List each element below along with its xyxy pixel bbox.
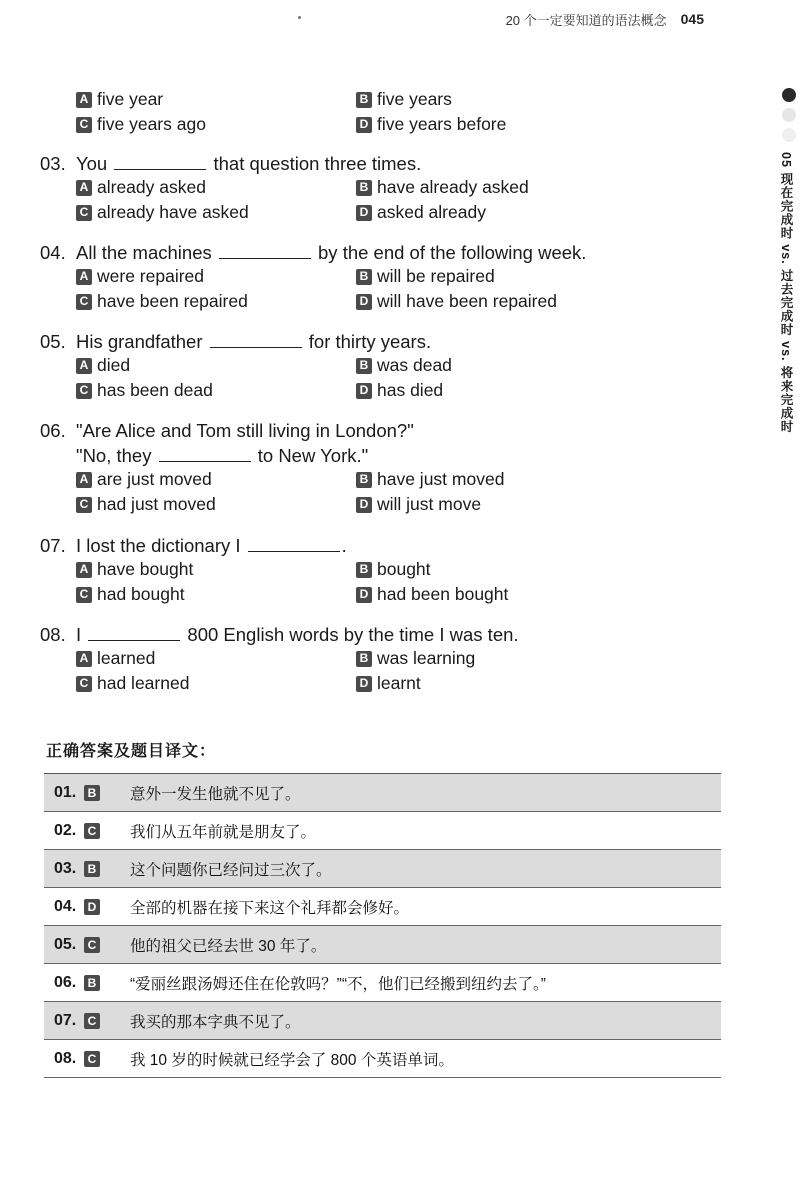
option-text: was dead <box>377 355 452 375</box>
option-c[interactable] <box>76 200 356 225</box>
chapter-label: 05 现在完成时 vs. 过去完成时 vs. 将来完成时 <box>779 152 793 434</box>
option-d[interactable] <box>356 200 656 225</box>
chapter-side-tab <box>778 88 800 434</box>
option-letter-badge: D <box>356 587 372 603</box>
answer-translation: 意外一发生他就不见了。 <box>130 785 301 803</box>
answer-translation: 这个问题你已经问过三次了。 <box>130 861 332 879</box>
question-stem: 04. All the machines by the end of the following week. <box>40 242 587 263</box>
option-text: are just moved <box>97 469 212 489</box>
option-c[interactable] <box>76 289 356 314</box>
answer-row: 08. C 我 10 岁的时候就已经学会了 800 个英语单词。 <box>44 1040 721 1078</box>
option-letter-badge: C <box>76 676 92 692</box>
question-stem: 03. You that question three times. <box>40 153 422 174</box>
option-letter-badge: C <box>76 205 92 221</box>
option-letter-badge: B <box>356 562 372 578</box>
option-text: had bought <box>97 584 185 604</box>
answer-blank <box>159 443 251 462</box>
option-letter-badge: D <box>356 383 372 399</box>
question-stem: 05. His grandfather for thirty years. <box>40 331 432 352</box>
answer-translation: “爱丽丝跟汤姆还住在伦敦吗？”“不，他们已经搬到纽约去了。” <box>130 975 546 993</box>
option-a[interactable] <box>76 87 356 112</box>
option-text: died <box>97 355 131 375</box>
option-text: five years ago <box>97 114 206 134</box>
option-letter-badge: D <box>356 497 372 513</box>
option-text: has died <box>377 380 444 400</box>
answer-row: 06. B “爱丽丝跟汤姆还住在伦敦吗？”“不，他们已经搬到纽约去了。” <box>44 964 721 1002</box>
answer-blank <box>210 329 302 348</box>
option-d[interactable] <box>356 671 656 696</box>
option-letter-badge: D <box>356 294 372 310</box>
answer-row: 02. C 我们从五年前就是朋友了。 <box>44 812 721 850</box>
option-letter-badge: B <box>356 358 372 374</box>
option-letter-badge: A <box>76 180 92 196</box>
page-number: 045 <box>680 11 704 27</box>
answer-blank <box>114 151 206 170</box>
option-c[interactable] <box>76 671 356 696</box>
option-c[interactable] <box>76 492 356 517</box>
option-text: have already asked <box>377 177 529 197</box>
question-stem: 08. I 800 English words by the time I was ten. <box>40 624 519 645</box>
question-07 <box>40 533 740 607</box>
option-letter-badge: B <box>356 92 372 108</box>
answer-letter-badge: D <box>84 899 100 915</box>
option-text: five year <box>97 89 164 109</box>
option-text: learnt <box>377 673 421 693</box>
option-letter-badge: A <box>76 269 92 285</box>
option-b[interactable] <box>356 557 656 582</box>
option-d[interactable] <box>356 582 656 607</box>
answer-row: 04. D 全部的机器在接下来这个礼拜都会修好。 <box>44 888 721 926</box>
scan-speck <box>298 16 301 19</box>
question-stem-line2: "No, they to New York." <box>76 445 369 466</box>
option-d[interactable] <box>356 492 656 517</box>
answer-row: 05. C 他的祖父已经去世 30 年了。 <box>44 926 721 964</box>
option-b[interactable] <box>356 646 656 671</box>
question-04 <box>40 240 740 314</box>
option-a[interactable] <box>76 264 356 289</box>
header-title: 20 个一定要知道的语法概念 <box>505 12 667 28</box>
answer-letter-badge: B <box>84 861 100 877</box>
option-a[interactable] <box>76 467 356 492</box>
option-d[interactable] <box>356 378 656 403</box>
option-b[interactable] <box>356 175 656 200</box>
option-d[interactable] <box>356 112 656 137</box>
question-05 <box>40 329 740 403</box>
answer-letter-badge: B <box>84 975 100 991</box>
option-letter-badge: A <box>76 92 92 108</box>
option-letter-badge: B <box>356 651 372 667</box>
option-c[interactable] <box>76 582 356 607</box>
option-c[interactable] <box>76 378 356 403</box>
option-text: had been bought <box>377 584 509 604</box>
option-text: bought <box>377 559 431 579</box>
option-text: asked already <box>377 202 486 222</box>
option-a[interactable] <box>76 353 356 378</box>
answer-row: 01. B 意外一发生他就不见了。 <box>44 774 721 812</box>
option-text: learned <box>97 648 156 668</box>
answer-translation: 我买的那本字典不见了。 <box>130 1013 301 1031</box>
option-letter-badge: B <box>356 180 372 196</box>
option-letter-badge: B <box>356 472 372 488</box>
option-text: already asked <box>97 177 206 197</box>
question-stem: 06. "Are Alice and Tom still living in London?" <box>40 420 414 441</box>
progress-dot-filled <box>782 88 796 102</box>
option-text: five years before <box>377 114 507 134</box>
answers-title: 正确答案及题目译文： <box>46 743 217 760</box>
option-a[interactable] <box>76 175 356 200</box>
option-letter-badge: D <box>356 676 372 692</box>
option-text: already have asked <box>97 202 249 222</box>
answer-translation: 我们从五年前就是朋友了。 <box>130 823 317 841</box>
option-text: have just moved <box>377 469 505 489</box>
answer-blank <box>248 533 340 552</box>
option-letter-badge: C <box>76 497 92 513</box>
option-a[interactable] <box>76 646 356 671</box>
option-text: was learning <box>377 648 476 668</box>
option-b[interactable] <box>356 467 656 492</box>
option-letter-badge: C <box>76 117 92 133</box>
answer-translation: 我 10 岁的时候就已经学会了 800 个英语单词。 <box>130 1051 454 1069</box>
page-header <box>506 8 704 30</box>
option-d[interactable] <box>356 289 656 314</box>
answer-row: 03. B 这个问题你已经问过三次了。 <box>44 850 721 888</box>
option-letter-badge: B <box>356 269 372 285</box>
option-b[interactable] <box>356 264 656 289</box>
option-letter-badge: A <box>76 472 92 488</box>
answer-row: 07. C 我买的那本字典不见了。 <box>44 1002 721 1040</box>
answer-letter-badge: C <box>84 937 100 953</box>
option-text: had learned <box>97 673 190 693</box>
option-text: were repaired <box>97 266 204 286</box>
option-letter-badge: C <box>76 587 92 603</box>
option-letter-badge: C <box>76 383 92 399</box>
option-letter-badge: C <box>76 294 92 310</box>
answer-blank <box>219 240 311 259</box>
progress-dot-empty <box>782 128 796 142</box>
option-text: have been repaired <box>97 291 248 311</box>
option-text: have bought <box>97 559 194 579</box>
answer-translation: 全部的机器在接下来这个礼拜都会修好。 <box>130 899 410 917</box>
option-text: will just move <box>377 494 482 514</box>
answer-letter-badge: C <box>84 1013 100 1029</box>
option-b[interactable] <box>356 353 656 378</box>
option-letter-badge: A <box>76 562 92 578</box>
question-stem: 07. I lost the dictionary I . <box>40 535 347 556</box>
answer-blank <box>88 622 180 641</box>
question-03 <box>40 151 740 225</box>
option-text: five years <box>377 89 452 109</box>
question-06 <box>40 419 740 517</box>
option-letter-badge: A <box>76 651 92 667</box>
question-08 <box>40 622 740 696</box>
option-text: will be repaired <box>377 266 495 286</box>
option-letter-badge: D <box>356 117 372 133</box>
progress-dot-empty <box>782 108 796 122</box>
answers-table <box>44 773 721 1078</box>
answer-translation: 他的祖父已经去世 30 年了。 <box>130 937 327 955</box>
option-text: had just moved <box>97 494 216 514</box>
option-a[interactable] <box>76 557 356 582</box>
option-b[interactable] <box>356 87 656 112</box>
option-text: will have been repaired <box>377 291 557 311</box>
answer-letter-badge: B <box>84 785 100 801</box>
option-text: has been dead <box>97 380 213 400</box>
question-02-options <box>40 87 740 137</box>
answer-letter-badge: C <box>84 823 100 839</box>
answer-letter-badge: C <box>84 1051 100 1067</box>
option-letter-badge: A <box>76 358 92 374</box>
option-c[interactable] <box>76 112 356 137</box>
option-letter-badge: D <box>356 205 372 221</box>
